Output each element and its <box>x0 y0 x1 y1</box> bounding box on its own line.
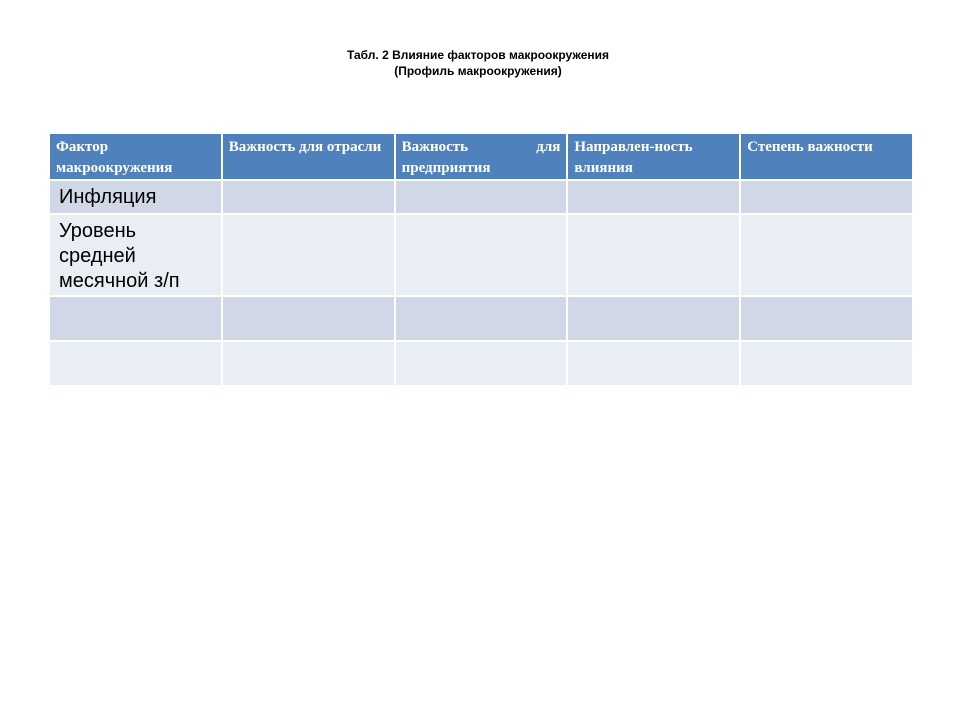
table-cell <box>395 341 568 386</box>
table-cell <box>740 341 913 386</box>
table-cell <box>567 296 740 341</box>
table-cell <box>740 180 913 214</box>
table-cell <box>567 180 740 214</box>
table-cell <box>222 341 395 386</box>
caption-line-2: (Профиль макроокружения) <box>394 64 562 78</box>
table-cell <box>49 296 222 341</box>
table-cell <box>395 214 568 296</box>
table-cell <box>222 296 395 341</box>
table-cell <box>567 341 740 386</box>
header-cell-degree: Степень важности <box>740 133 913 180</box>
table-row <box>49 180 913 214</box>
header-cell-company-importance: Важность для предприятия <box>395 133 568 180</box>
table-row <box>49 296 913 341</box>
header-row <box>49 133 913 180</box>
header-cell-direction: Направлен-ность влияния <box>567 133 740 180</box>
table-cell <box>740 214 913 296</box>
table-cell <box>49 341 222 386</box>
table-cell <box>222 214 395 296</box>
table-cell <box>740 296 913 341</box>
table-row <box>49 341 913 386</box>
caption-line-1: Табл. 2 Влияние факторов макроокружения <box>346 48 610 62</box>
table-cell: Инфляция <box>49 180 222 214</box>
table-cell <box>222 180 395 214</box>
macro-environment-table <box>48 132 914 387</box>
table-cell <box>395 296 568 341</box>
header-cell-industry-importance: Важность для отрасли <box>222 133 395 180</box>
table-cell: Уровень средней месячной з/п <box>49 214 222 296</box>
table-row <box>49 214 913 296</box>
table-caption <box>0 47 956 79</box>
header-cell-factor: Фактор макроокружения <box>49 133 222 180</box>
table-cell <box>395 180 568 214</box>
table-cell <box>567 214 740 296</box>
